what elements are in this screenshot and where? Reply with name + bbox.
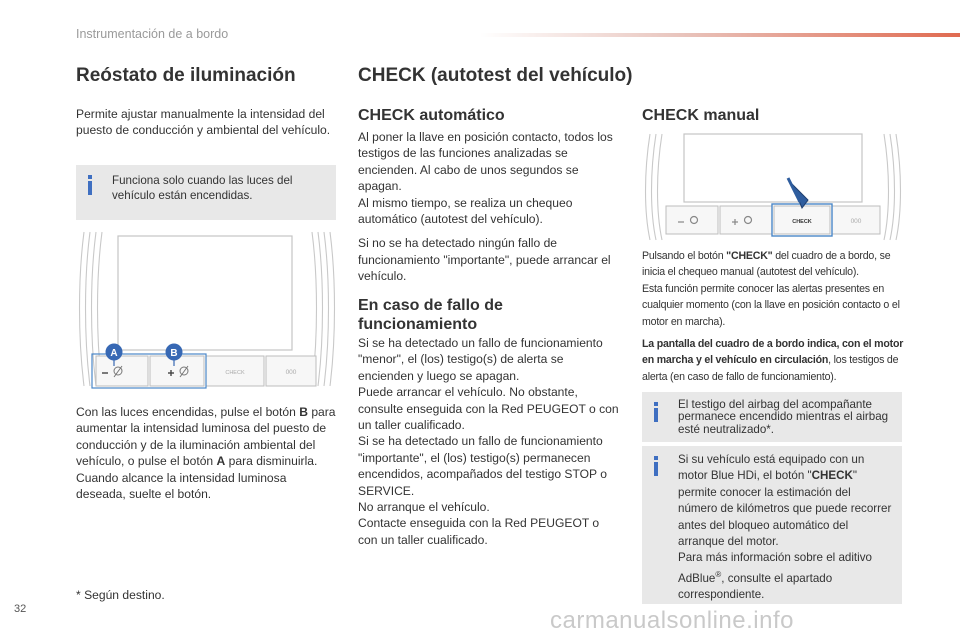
check-fault-p4: No arranque el vehículo.	[358, 500, 490, 515]
check-auto-title: CHECK automático	[358, 107, 505, 124]
instructions-text-1: Con las luces encendidas, pulse el botón	[76, 405, 300, 419]
bluehdi-note-p2	[678, 550, 892, 603]
rheostat-instructions-p1	[76, 404, 338, 470]
bluehdi-p1-post: " permite conocer la estimación del número de kilómetros que puede recorrer antes del bloqueo automático del arranque del motor.	[678, 469, 892, 549]
check-auto-p2: Al mismo tiempo, se realiza un chequeo automático (autotest del vehículo).	[358, 195, 573, 227]
info-icon	[654, 402, 658, 422]
instructions-text-2: para aumentar la intensidad luminosa del puesto de conducción y de la iluminación ambiental del vehículo, o pulse el botón	[76, 405, 336, 469]
rheostat-title: Reóstato de iluminación	[76, 65, 296, 86]
manual-p3-bold: La pantalla del cuadro de a bordo indica, con el motor en marcha y el vehículo en circulación	[642, 338, 904, 367]
instructions-button-b: B	[299, 405, 308, 419]
info-icon	[88, 175, 92, 195]
check-manual-title: CHECK manual	[642, 107, 760, 124]
rheostat-instructions-p2: Cuando alcance la intensidad luminosa deseada, suelte el botón.	[76, 470, 287, 502]
check-fault-p1: Si se ha detectado un fallo de funcionamiento "menor", el (los) testigo(s) de alerta se encienden y luego se apagan.	[358, 336, 603, 383]
instructions-button-a: A	[216, 454, 226, 469]
callout-b-label: B	[170, 348, 178, 359]
airbag-note-box	[642, 392, 902, 442]
page-number: 32	[14, 603, 27, 615]
check-manual-p3	[642, 336, 906, 385]
bluehdi-p2-post: , consulte el apartado correspondiente.	[678, 571, 833, 602]
panel-check-label: CHECK	[225, 370, 245, 376]
manual-panel-000-label: 000	[850, 218, 862, 225]
watermark: carmanualsonline.info	[550, 607, 794, 634]
check-auto-p3: Si no se ha detectado ningún fallo de funcionamiento "importante", puede arrancar el vehículo.	[358, 236, 611, 284]
rheostat-instructions	[76, 404, 338, 502]
check-auto-body	[358, 129, 620, 285]
check-manual-body	[642, 248, 906, 385]
manual-p1-bold: "CHECK"	[726, 250, 773, 262]
section-header: Instrumentación de a bordo	[76, 27, 229, 41]
rheostat-intro	[76, 106, 344, 139]
callout-a-label: A	[110, 348, 118, 359]
check-fault-p5: Contacte enseguida con la Red PEUGEOT o con un taller cualificado.	[358, 516, 600, 547]
check-auto-p1: Al poner la llave en posición contacto, todos los testigos de las funciones analizadas se encienden. Al cabo de unos segundos se apagan.	[358, 130, 613, 194]
manual-p3-post: , los testigos de alerta (en caso de fallo de funcionamiento).	[642, 354, 899, 383]
bluehdi-p2-sup: ®	[715, 569, 722, 579]
dashboard-check-illustration	[642, 132, 904, 242]
check-fault-p3: Si se ha detectado un fallo de funcionamiento "importante", el (los) testigo(s) permanecen encendidos, acompañados del testigo STOP o SERVICE.	[358, 434, 607, 498]
check-title: CHECK (autotest del vehículo)	[358, 65, 633, 86]
bluehdi-p2-pre: Para más información sobre el aditivo AdBlue	[678, 551, 872, 585]
check-manual-p1	[642, 248, 906, 281]
manual-p1-post: del cuadro de a bordo, se inicia el chequeo manual (autotest del vehículo).	[642, 250, 891, 279]
bluehdi-note-p1	[678, 452, 892, 550]
bluehdi-p1-bold: CHECK	[811, 469, 853, 483]
check-fault-title: En caso de fallo de funcionamiento	[358, 297, 503, 333]
check-fault-p2: Puede arrancar el vehículo. No obstante, consulte enseguida con la Red PEUGEOT o con un taller cualificado.	[358, 385, 619, 433]
bluehdi-p1-pre: Si su vehículo está equipado con un motor Blue HDi, el botón "	[678, 453, 865, 483]
check-manual-p2: Esta función permite conocer las alertas presentes en cualquier momento (con la llave en posición contacto o el motor en marcha).	[642, 282, 900, 328]
bluehdi-note-box	[642, 446, 902, 604]
airbag-note-text: El testigo del airbag del acompañante permanece encendido mientras el airbag esté neutralizado*.	[678, 398, 889, 436]
dashboard-rheostat-illustration	[76, 228, 338, 390]
manual-panel-check-label: CHECK	[792, 219, 812, 225]
rheostat-note-box	[76, 165, 336, 220]
bluehdi-note-text	[678, 452, 892, 604]
instructions-text-3: para disminuirla.	[225, 454, 318, 469]
rheostat-note-text: Funciona solo cuando las luces del vehículo están encendidas.	[112, 174, 293, 202]
footnote: * Según destino.	[76, 588, 165, 602]
rheostat-intro-text: Permite ajustar manualmente la intensidad del puesto de conducción y ambiental del vehículo.	[76, 107, 331, 138]
check-fault-body	[358, 335, 620, 548]
header-accent-bar	[480, 33, 960, 37]
panel-000-label: 000	[285, 369, 297, 376]
manual-p1-pre: Pulsando el botón	[642, 250, 727, 262]
info-icon	[654, 456, 658, 476]
